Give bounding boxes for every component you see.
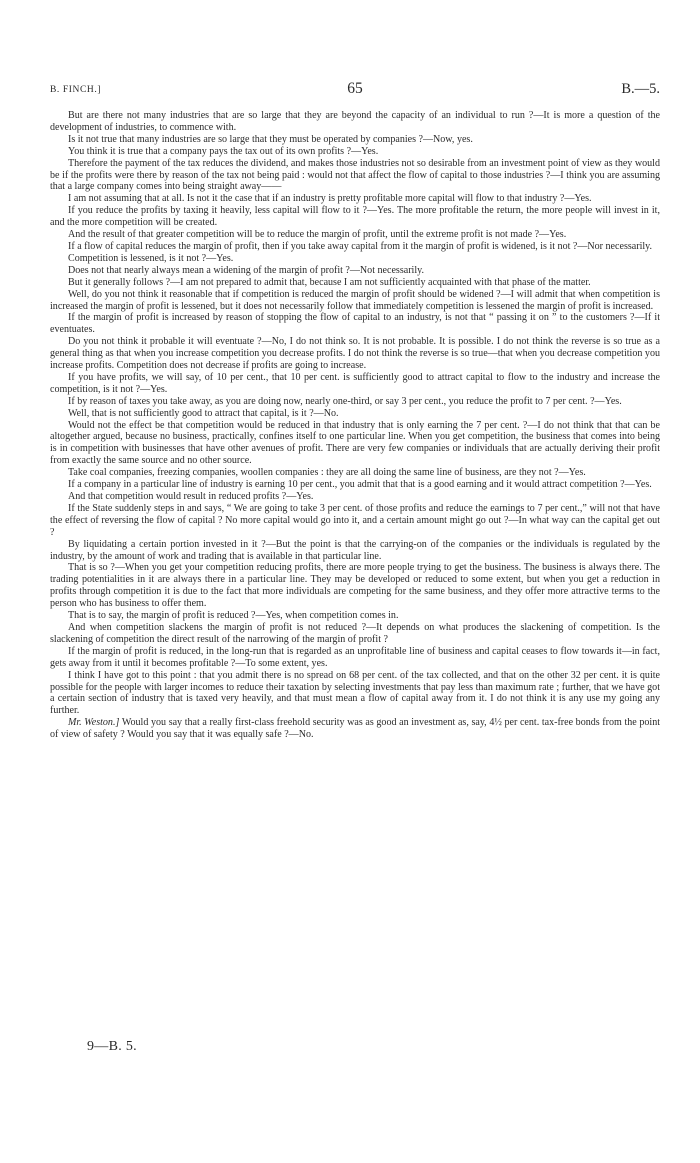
question-text: Would you say that a really first-class freehold security was as good an investment as, say, 4½ per cent. tax-free bonds from the point of view of safety ? Would you say that it was equally safe ?—No. [50,717,661,741]
speaker-label: Mr. Weston.] [68,717,120,729]
paragraph: Is it not true that many industries are so large that they must be operated by companies ?—Now, yes. [68,133,473,145]
evidence-text [50,110,660,741]
paragraph: Do you not think it probable it will eventuate ?—No, I do not think so. It is not probable. It is possible. I do not think the reverse is so true as a general thing as that when you increase competition you decrease profits. I do not think the reverse is so true—that when you decrease competition you increase profits. Competition does not decrease if profits are going to increase. [50,336,660,372]
paragraph: Therefore the payment of the tax reduces the dividend, and makes those industries not so desirable from an investment point of view as they would be if the profits were there by reason of the tax not being paid : would not that affect the flow of capital to those industries ?—I think you are assuming that a large company comes into being straight away—— [50,157,660,193]
paragraph: By liquidating a certain portion invested in it ?—But the point is that the carrying-on of the companies or the individuals is regulated by the industry, by the amount of work and trading that is available in that particular line. [50,538,660,562]
paragraph: Would not the effect be that competition would be reduced in that industry that is only earning the 7 per cent. ?—I do not think that that can be altogether argued, because no business, practically, confines itself to one particular line. When you get competition, the business that comes into being is in competition with businesses that have other avenues of profit. There are very few companies or individuals that are actually deriving their profit from exactly the same source and no other source. [50,419,660,467]
paragraph: If the State suddenly steps in and says, “ We are going to take 3 per cent. of those profits and reduce the earnings to 7 per cent.,” will not that have the effect of reversing the flow of capital ? No more capital would go into it, and a certain amount might go out ?—In what way can the capital get out ? [50,502,660,538]
paragraph: I think I have got to this point : that you admit there is no spread on 68 per cent. of the tax collected, and that on the other 32 per cent. it is quite possible for the people with larger incomes to reduce their taxation by selecting investments that pay less than maximum rate ; further, that we have got a certain section of industry that is taxed very heavily, and that must mean a flow of capital away from it. I do not think it is any use my going any further. [50,669,660,717]
paragraph: Does not that nearly always mean a widening of the margin of profit ?—Not necessarily. [68,264,425,276]
paragraph: Well, that is not sufficiently good to attract that capital, is it ?—No. [68,407,339,419]
paragraph-final [50,717,660,741]
paragraph: That is so ?—When you get your competition reducing profits, there are more people trying to get the business. The business is always there. The trading potentialities in it are always there in a particular line. They may be developed or reduced to some extent, but when you get a reduction in profits through competition it is due to the fact that more individuals are competing for the same business, and they offer more attractive terms to the person who has business to offer them. [50,562,660,610]
witness-name: B. FINCH.] [50,85,102,95]
paragraph: Well, do you not think it reasonable that if competition is reduced the margin of profit should be widened ?—I will admit that when competition is increased the margin of profit is lessened, but it does not necessarily follow that immediately competition is lessened the margin of profit is increased. [50,288,660,312]
paragraph: If the margin of profit is increased by reason of stopping the flow of capital to an industry, is not that “ passing it on ” to the customers ?—If it eventuates. [50,312,660,336]
paragraph: If a flow of capital reduces the margin of profit, then if you take away capital from it the margin of profit is widened, is it not ?—Nor necessarily. [68,240,653,252]
paragraph: But it generally follows ?—I am not prepared to admit that, because I am not sufficiently acquainted with that phase of the matter. [68,276,591,288]
paragraph: If you have profits, we will say, of 10 per cent., that 10 per cent. is sufficiently good to attract capital to flow to the industry and increase the competition, is it not ?—Yes. [50,371,660,395]
paragraph: But are there not many industries that are so large that they are beyond the capacity of an individual to run ?—It is more a question of the development of industries, to commence with. [50,110,660,133]
paragraph: Take coal companies, freezing companies, woollen companies : they are all doing the same line of business, are they not ?—Yes. [68,467,586,479]
paragraph: If the margin of profit is reduced, in the long-run that is regarded as an unprofitable line of business and capital ceases to flow towards it—in fact, gets away from it until it becomes profitable ?—To some extent, yes. [50,645,660,669]
paragraph: That is to say, the margin of profit is reduced ?—Yes, when competition comes in. [68,610,399,622]
page-number: 65 [347,80,363,97]
paragraph: I am not assuming that at all. Is not it the case that if an industry is pretty profitable more capital will flow to that industry ?—Yes. [68,193,592,205]
paragraph: You think it is true that a company pays the tax out of its own profits ?—Yes. [68,145,379,157]
document-reference: B.—5. [621,81,660,97]
paragraph: If by reason of taxes you take away, as you are doing now, nearly one-third, or say 3 per cent., you reduce the profit to 7 per cent. ?—Yes. [68,395,622,407]
paragraph: If you reduce the profits by taxing it heavily, less capital will flow to it ?—Yes. The more profitable the return, the more people will invest in it, and the more competition will be created. [50,205,660,229]
signature-mark: 9—B. 5. [87,1039,137,1054]
paragraph: If a company in a particular line of industry is earning 10 per cent., you admit that that is a good earning and it would attract competition ?—Yes. [68,479,652,491]
paragraph: And the result of that greater competition will be to reduce the margin of profit, until the extreme profit is not made ?—Yes. [68,229,567,241]
paragraph: Competition is lessened, is it not ?—Yes. [68,252,234,264]
page-header [50,80,660,102]
paragraph: And when competition slackens the margin of profit is not reduced ?—It depends on what produces the slackening of competition. Is the slackening of competition the direct result of the narrowing of the margin of profit ? [50,621,660,645]
paragraph: And that competition would result in reduced profits ?—Yes. [68,491,314,502]
